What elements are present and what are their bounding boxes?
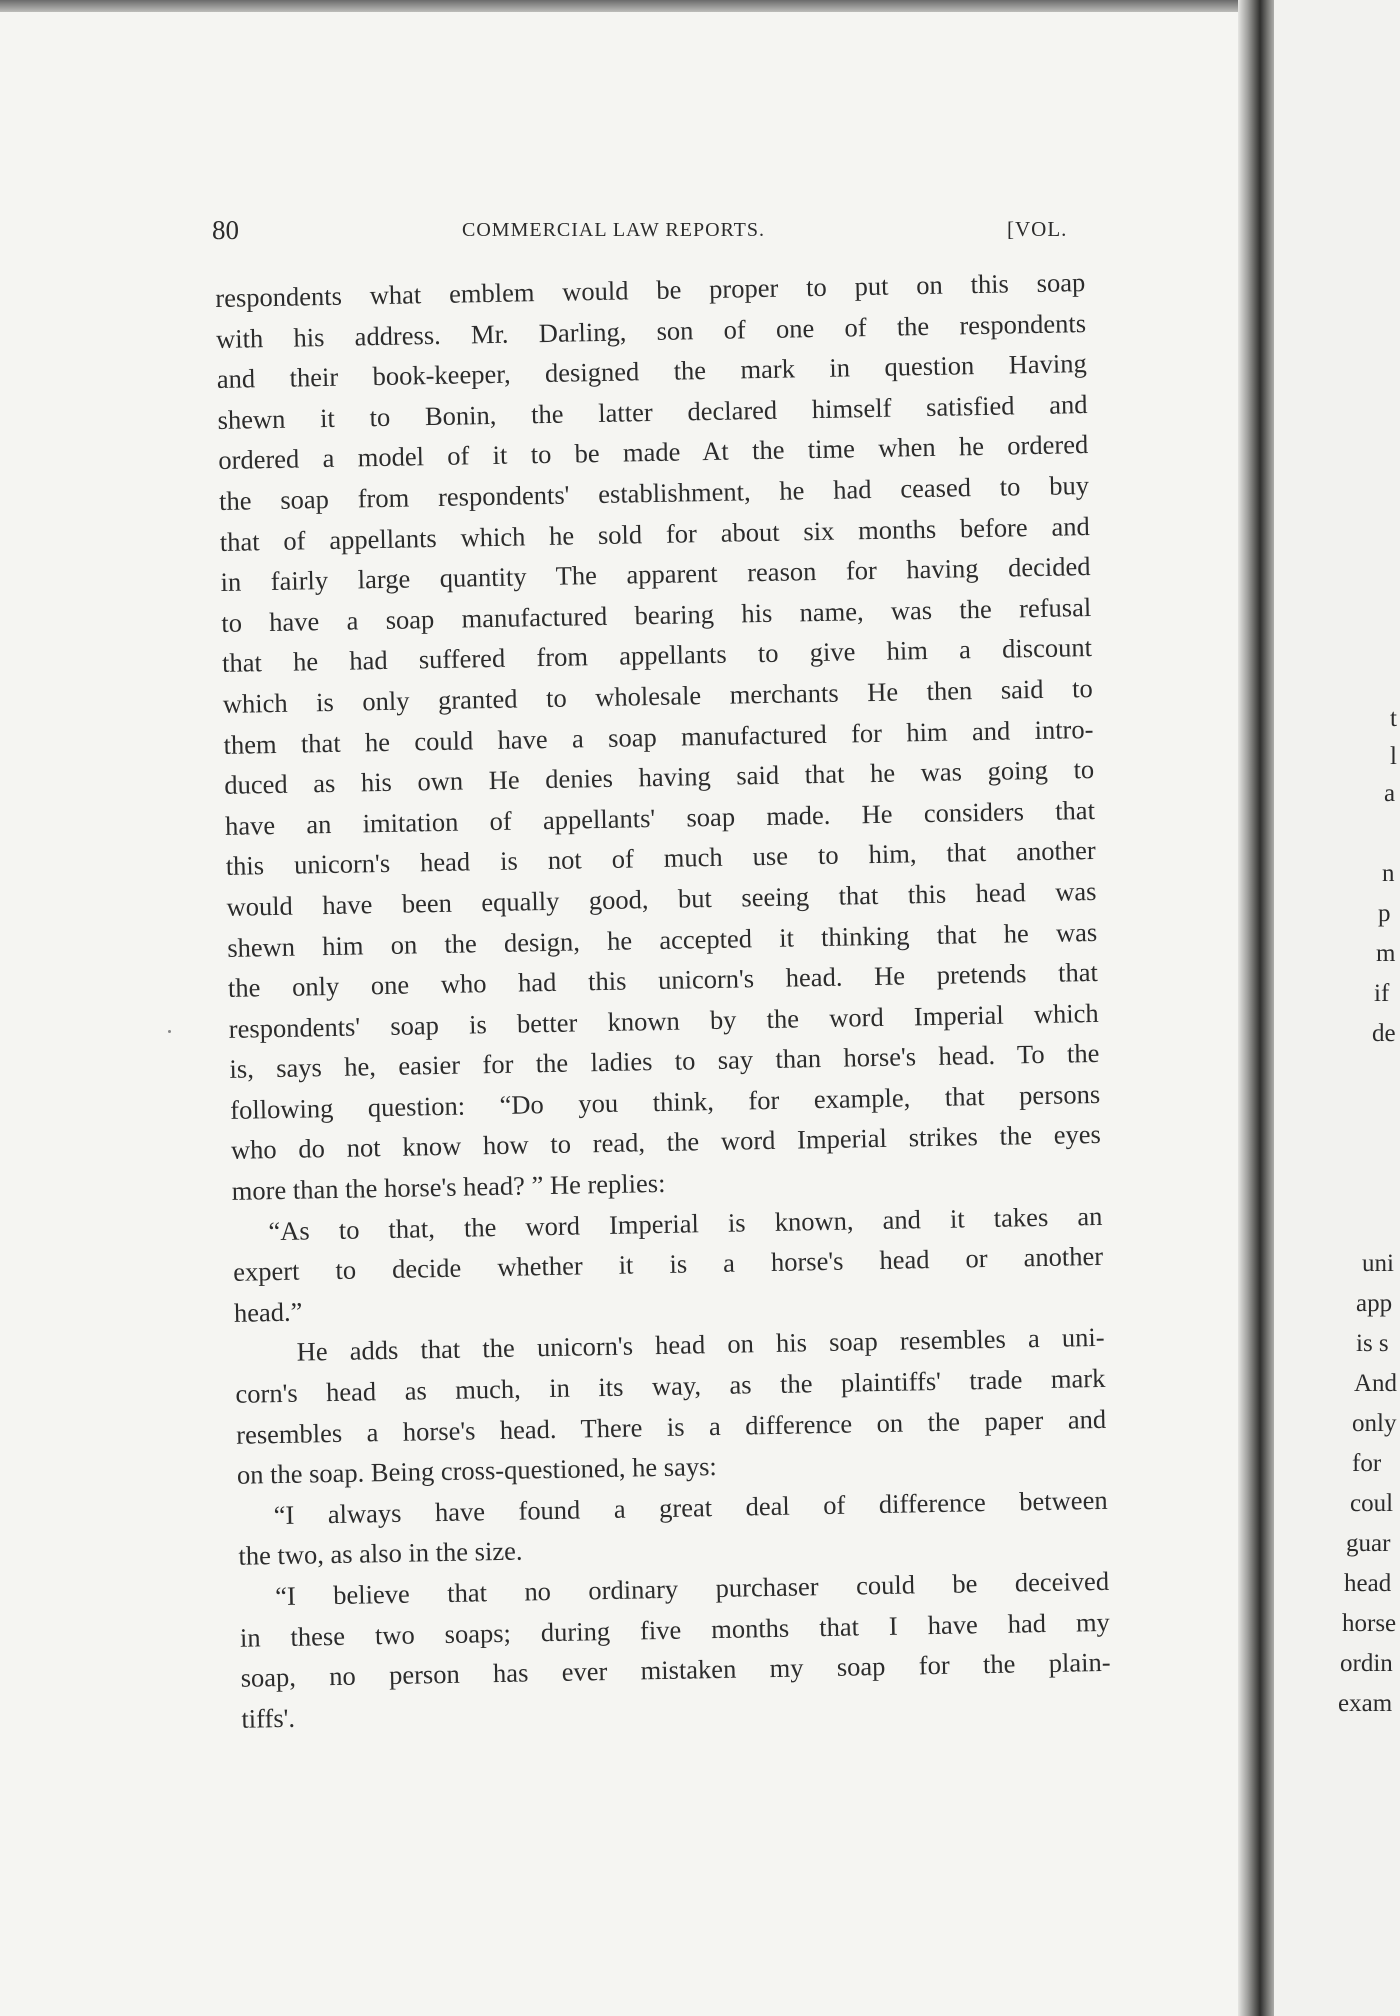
fragment: de: [1372, 1020, 1396, 1047]
quote-line: expert to decide whether it is a horse's head or another: [232, 1241, 1104, 1288]
fragment: head: [1344, 1570, 1392, 1597]
text-line: on the soap. Being cross-questioned, he says:: [236, 1451, 718, 1491]
margin-speck: [168, 1030, 171, 1033]
fragment: p: [1378, 900, 1391, 927]
text-line: resembles a horse's head. There is a difference on the paper and: [235, 1403, 1107, 1450]
running-head: [212, 215, 1072, 251]
text-line: respondents' soap is better known by the word Imperial which: [228, 997, 1099, 1044]
quote-line: head.”: [233, 1296, 303, 1328]
block-quote-1: [232, 1196, 1104, 1334]
text-line: more than the horse's head? ” He replies:: [231, 1167, 666, 1206]
top-edge-shadow: [0, 0, 1400, 12]
quote-line: tiffs'.: [241, 1702, 296, 1734]
fragment: a: [1384, 780, 1396, 807]
fragment: coul: [1350, 1490, 1394, 1517]
fragment: if: [1374, 980, 1390, 1007]
fragment: for: [1352, 1450, 1382, 1477]
text-line: shewn him on the design, he accepted it thinking that he was: [226, 916, 1098, 963]
quote-line: the two, as also in the size.: [238, 1535, 523, 1572]
paragraph-2: [234, 1317, 1107, 1495]
fragment: And: [1354, 1370, 1398, 1397]
block-quote-3: [239, 1561, 1112, 1739]
fragment: m: [1376, 940, 1396, 967]
text-line: them that he could have a soap manufactured for him and intro-: [223, 713, 1094, 760]
text-line: to have a soap manufactured bearing his name, was the refusal: [221, 591, 1092, 638]
page-number: 80: [212, 215, 239, 245]
text-line: duced as his own He denies having said that he was going to: [224, 754, 1095, 801]
text-line: the only one who had this unicorn's head. He pretends that: [227, 957, 1099, 1003]
book-gutter: [1238, 0, 1278, 2016]
fragment: is s: [1356, 1330, 1389, 1357]
fragment: app: [1356, 1290, 1393, 1317]
quote-line: in these two soaps; during five months that I have had my: [239, 1606, 1111, 1653]
quote-line: “As to that, the word Imperial is known, and it takes an: [268, 1200, 1103, 1246]
volume-marker: [VOL.: [1007, 217, 1068, 241]
text-line: in fairly large quantity The apparent reason for having decided: [220, 551, 1091, 598]
text-line: the soap from respondents' establishment, he had ceased to buy: [218, 469, 1090, 516]
fragment: l: [1390, 743, 1397, 770]
quote-line: “I believe that no ordinary purchaser could be deceived: [274, 1565, 1110, 1612]
block-quote-2: [237, 1480, 1108, 1577]
paragraph-1: [215, 262, 1102, 1211]
text-line: ordered a model of it to be made At the time when he ordered: [218, 429, 1089, 476]
fragment: only: [1352, 1410, 1397, 1437]
text-line: have an imitation of appellants' soap made. He considers that: [224, 794, 1096, 841]
quote-line: “I always have found a great deal of difference between: [273, 1484, 1108, 1530]
text-line: shewn it to Bonin, the latter declared himself satisfied and: [217, 388, 1088, 435]
page-body: [215, 262, 1112, 1739]
text-line: respondents what emblem would be proper to put on this soap: [215, 267, 1086, 313]
fragment: exam: [1338, 1690, 1393, 1717]
fragment: t: [1390, 705, 1397, 732]
fragment: ordin: [1340, 1650, 1393, 1677]
text-line: which is only granted to wholesale merchants He then said to: [222, 672, 1093, 719]
quote-line: soap, no person has ever mistaken my soap for the plain-: [240, 1647, 1111, 1693]
text-line: and their book-keeper, designed the mark in question Having: [216, 348, 1087, 395]
fragment: n: [1382, 860, 1395, 887]
text-line: following question: “Do you think, for example, that persons: [229, 1078, 1101, 1125]
text-line: is, says he, easier for the ladies to say than horse's head. To the: [229, 1038, 1100, 1085]
text-line: with his address. Mr. Darling, son of one of the respondents: [215, 307, 1087, 354]
text-line: who do not know how to read, the word Imperial strikes the eyes: [230, 1119, 1102, 1166]
running-title: COMMERCIAL LAW REPORTS.: [462, 219, 765, 241]
text-line: corn's head as much, in its way, as the plaintiffs' trade mark: [235, 1362, 1106, 1409]
text-line: that of appellants which he sold for about six months before and: [219, 510, 1090, 557]
fragment: guar: [1346, 1530, 1391, 1557]
fragment: horse: [1342, 1610, 1397, 1637]
text-line: He adds that the unicorn's head on his soap resembles a uni-: [296, 1322, 1105, 1368]
text-line: this unicorn's head is not of much use to him, that another: [225, 835, 1096, 882]
text-line: that he had suffered from appellants to give him a discount: [221, 632, 1093, 679]
text-line: would have been equally good, but seeing that this head was: [226, 875, 1097, 922]
fragment: uni: [1362, 1250, 1394, 1277]
